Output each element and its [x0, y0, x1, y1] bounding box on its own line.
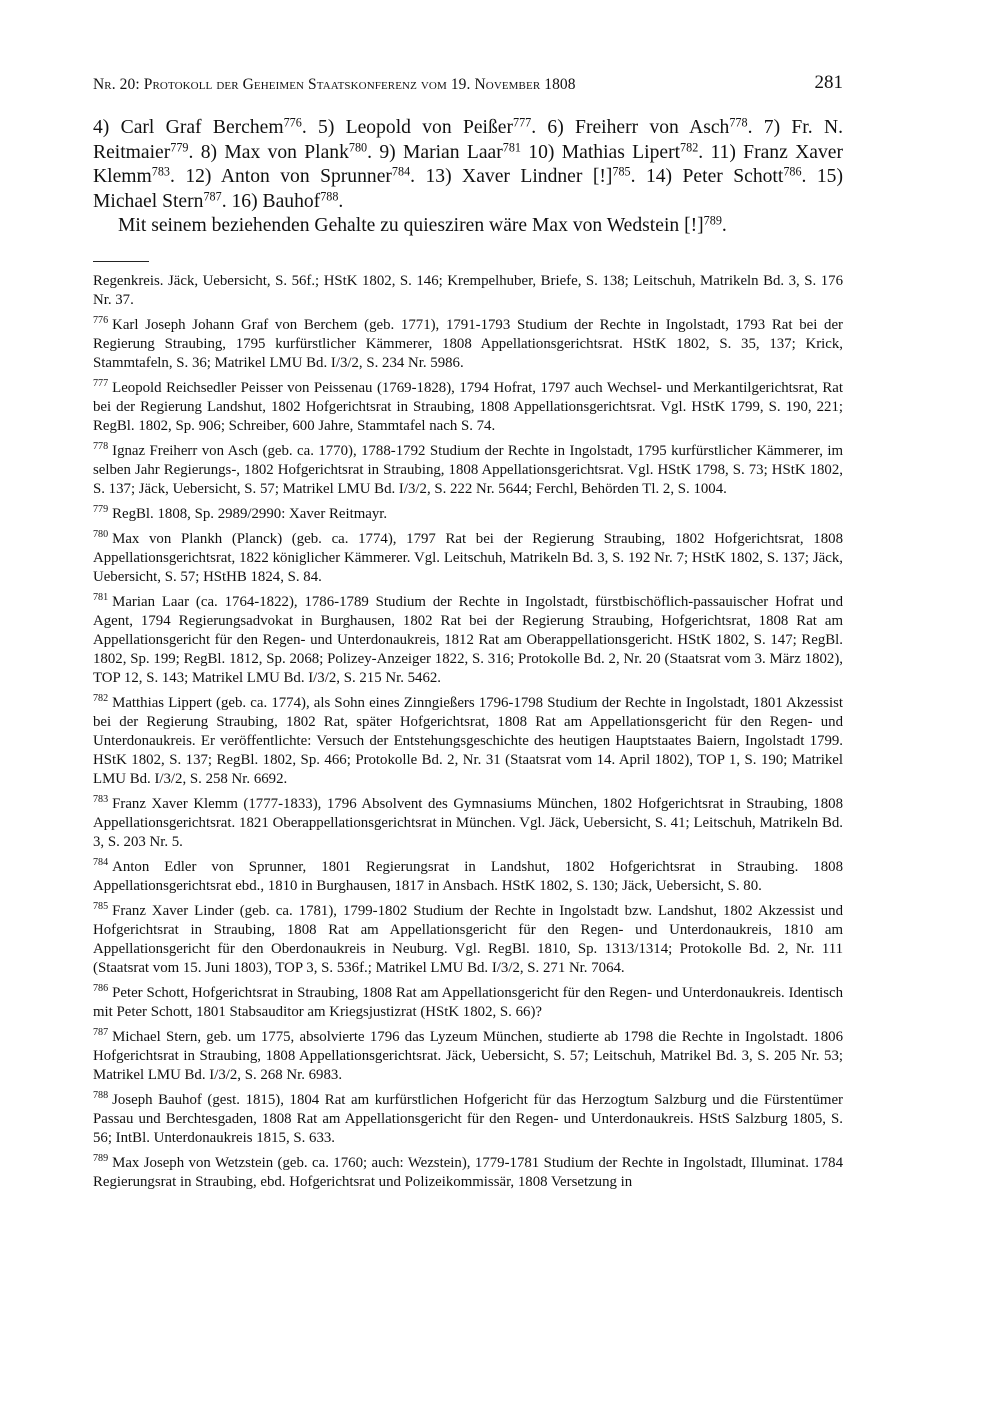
- footnote-text: Matthias Lippert (geb. ca. 1774), als Sohn eines Zinngießers 1796-1798 Studium der Rechte in Ingolstadt, 1801 Akzessist bei der Regierung Straubing, 1802 Rat, später Hofgerichtsrat, 1808 Rat am Appellationsgericht für den Regen- und Unterdonaukreis. Er veröffentlichte: Versuch der Entstehungsgeschichte des heutigen Hauptstaates Baiern, Ingolstadt 1799. HStK 1802, S. 137; RegBl. 1802, Sp. 466; Protokolle Bd. 2, Nr. 31 (Staatsrat vom 14. April 1802), TOP 1, S. 190; Matrikel LMU Bd. I/3/2, S. 258 Nr. 6692.: [93, 694, 843, 787]
- footnote-number: 778: [93, 441, 109, 453]
- footnote-text: Max Joseph von Wetzstein (geb. ca. 1760; auch: Wezstein), 1779-1781 Studium der Rechte in Ingolstadt, Illuminat. 1784 Regierungsrat in Straubing, ebd. Hofgerichtsrat und Polizeikommissär, 1808 Versetzung in: [93, 1154, 843, 1190]
- paragraph-quiescence: [93, 214, 843, 239]
- footnote: [93, 1154, 843, 1192]
- footnote-ref[interactable]: 786: [783, 164, 802, 179]
- footnote-ref[interactable]: 782: [680, 139, 699, 154]
- footnote-ref[interactable]: 784: [391, 164, 411, 179]
- text-run: 10) Mathias Lipert: [520, 141, 681, 163]
- footnote-text: Ignaz Freiherr von Asch (geb. ca. 1770), 1788-1792 Studium der Rechte in Ingolstadt, 1795 kurfürstlicher Kämmerer, im selben Jahr Regierungs-, 1802 Hofgerichtsrat in Straubing, 1808 Appellationsgerichtsrat. Vgl. HStK 1798, S. 73; HStK 1802, S. 137; Jäck, Uebersicht, S. 57; Matrikel LMU Bd. I/3/2, S. 222 Nr. 5644; Ferchl, Behörden Tl. 2, S. 1004.: [93, 442, 843, 497]
- footnote-ref[interactable]: 788: [320, 188, 339, 203]
- footnote: [93, 694, 843, 789]
- footnote: [93, 530, 843, 587]
- footnote-number: 788: [93, 1090, 109, 1102]
- footnote-number: 787: [93, 1027, 109, 1039]
- footnote-number: 785: [93, 901, 109, 913]
- footnote-number: 780: [93, 529, 109, 541]
- footnote-text: Marian Laar (ca. 1764-1822), 1786-1789 Studium der Rechte in Ingolstadt, fürstbischöflich-passauischer Hofrat und Agent, 1794 Regierungsadvokat in Burghausen, 1802 Rat bei der Regierung Straubing, Hofgerichtsrat, 1808 Rat am Appellationsgericht für den Regen- und Unterdonaukreis, 1812 Rat am Oberappellationsgericht. HStK 1802, S. 147; RegBl. 1802, Sp. 199; RegBl. 1812, Sp. 2068; Polizey-Anzeiger 1822, S. 316; Protokolle Bd. 2, Nr. 20 (Staatsrat vom 3. März 1802), TOP 12, S. 143; Matrikel LMU Bd. I/3/2, S. 215 Nr. 5462.: [93, 593, 843, 686]
- text-run: . 12) Anton von Sprunner: [170, 166, 392, 187]
- footnote-text: Anton Edler von Sprunner, 1801 Regierungsrat in Landshut, 1802 Hofgerichtsrat in Straubing. 1808 Appellationsgerichtsrat ebd., 1810 in Burghausen, 1817 in Ansbach. HStK 1802, S. 130; Jäck, Uebersicht, S. 80.: [93, 858, 843, 894]
- running-header: [93, 72, 843, 98]
- text-run: . 16) Bauhof: [221, 190, 321, 212]
- footnote-text: Leopold Reichsedler Peisser von Peissenau (1769-1828), 1794 Hofrat, 1797 auch Wechsel- und Merkantilgerichtsrat, Rat bei der Regierung Landshut, 1802 Hofgerichtsrat in Straubing, 1808 Appellationsgerichtsrat. Vgl. HStK 1799, S. 190, 221; RegBl. 1802, Sp. 906; Schreiber, 600 Jahre, Stammtafel nach S. 74.: [93, 379, 843, 434]
- footnote-text: Franz Xaver Linder (geb. ca. 1781), 1799-1802 Studium der Rechte in Ingolstadt bzw. Landshut, 1802 Akzessist und Hofgerichtsrat in Straubing, 1808 Rat am Appellationsgericht für den Regen- und Unterdonaukreis, 1810 am Appellationsgericht für den Oberdonaukreis in Neuburg. Vgl. RegBl. 1810, Sp. 1313/1314; Protokolle Bd. 2, Nr. 111 (Staatsrat vom 15. Juni 1803), TOP 3, S. 536f.; Matrikel LMU Bd. I/3/2, S. 271 Nr. 7064.: [93, 902, 843, 976]
- text-run: . 13) Xaver Lindner [!]: [410, 166, 613, 187]
- footnote-number: 781: [93, 592, 109, 604]
- footnote-number: 777: [93, 378, 109, 390]
- footnote: [93, 379, 843, 436]
- footnote: [93, 1028, 843, 1085]
- text-run: . 15) Michael Stern: [93, 166, 843, 212]
- page: [93, 72, 843, 1198]
- footnote-ref[interactable]: 779: [170, 139, 189, 154]
- footnote: [93, 593, 843, 688]
- footnote-text: Franz Xaver Klemm (1777-1833), 1796 Absolvent des Gymnasiums München, 1802 Hofgerichtsrat in Straubing, 1808 Appellationsgerichtsrat. 1821 Oberappellationsgerichtsrat in München. Vgl. Jäck, Uebersicht, S. 41; Leitschuh, Matrikeln Bd. 3, S. 203 Nr. 5.: [93, 795, 843, 850]
- footnote-text: Michael Stern, geb. um 1775, absolvierte 1796 das Lyzeum München, studierte ab 1798 die Rechte in Ingolstadt. 1806 Hofgerichtsrat in Straubing, 1808 Appellationsgerichtsrat. Jäck, Uebersicht, S. 57; Leitschuh, Matrikel Bd. 3, S. 205 Nr. 53; Matrikel LMU Bd. I/3/2, S. 268 Nr. 6983.: [93, 1028, 843, 1083]
- footnote-number: 782: [93, 693, 109, 705]
- footnote: [93, 795, 843, 852]
- footnote: [93, 316, 843, 373]
- footnote-number: 783: [93, 794, 109, 806]
- footnote: [93, 272, 843, 310]
- footnote-text: Regenkreis. Jäck, Uebersicht, S. 56f.; HStK 1802, S. 146; Krempelhuber, Briefe, S. 138; Leitschuh, Matrikeln Bd. 3, S. 176 Nr. 37.: [93, 272, 843, 308]
- footnote: [93, 505, 843, 524]
- text-run: . 8) Max von Plank: [188, 141, 349, 163]
- footnote: [93, 1091, 843, 1148]
- footnote-number: 789: [93, 1153, 109, 1165]
- footnote-ref[interactable]: 789: [703, 213, 722, 228]
- text-run: .: [338, 190, 344, 212]
- footnote-ref[interactable]: 785: [612, 164, 631, 179]
- footnote: [93, 858, 843, 896]
- footnote-text: RegBl. 1808, Sp. 2989/2990: Xaver Reitmayr.: [112, 505, 388, 522]
- footnote-ref[interactable]: 778: [729, 115, 748, 130]
- main-text: [93, 116, 843, 239]
- footnote-number: 779: [93, 504, 109, 516]
- footnote-text: Peter Schott, Hofgerichtsrat in Straubing, 1808 Rat am Appellationsgericht für den Regen- und Unterdonaukreis. Identisch mit Peter Schott, 1801 Stabsauditor am Kriegsjustizrat (HStK 1802, S. 66)?: [93, 984, 843, 1020]
- footnote-number: 786: [93, 983, 109, 995]
- text-run: . 11) Franz Xaver Klemm: [93, 141, 843, 187]
- footnotes: [93, 272, 843, 1192]
- footnote-text: Max von Plankh (Planck) (geb. ca. 1774), 1797 Rat bei der Regierung Straubing, 1802 Hofgerichtsrat, 1808 Appellationsgerichtsrat, 1822 königlicher Kämmerer. Vgl. Leitschuh, Matrikeln Bd. 3, S. 192 Nr. 7; HStK 1802, S. 137; Jäck, Uebersicht, S. 57; HStHB 1824, S. 84.: [93, 530, 843, 585]
- text-run: . 7) Fr. N. Reitmaier: [93, 117, 844, 163]
- text-run: . 14) Peter Schott: [630, 166, 784, 187]
- footnote-ref[interactable]: 783: [151, 164, 170, 179]
- footnote: [93, 984, 843, 1022]
- footnote-ref[interactable]: 776: [283, 115, 302, 130]
- text-run: . 6) Freiherr von Asch: [531, 117, 730, 138]
- footnote: [93, 442, 843, 499]
- footnote-text: Joseph Bauhof (gest. 1815), 1804 Rat am kurfürstlichen Hofgericht für das Herzogtum Salzburg und die Fürstentümer Passau und Berchtesgaden, 1808 Rat am Appellationsgericht für den Regen- und Unterdonaukreis. HStS Salzburg 1805, S. 56; IntBl. Unterdonaukreis 1815, S. 633.: [93, 1091, 843, 1146]
- text-run: .: [721, 215, 727, 236]
- footnote-ref[interactable]: 777: [513, 115, 532, 130]
- footnote-ref[interactable]: 780: [348, 139, 368, 154]
- footnote-separator: [93, 261, 149, 262]
- text-run: 4) Carl Graf Berchem: [93, 117, 284, 138]
- text-run: . 9) Marian Laar: [367, 141, 503, 163]
- footnote-ref[interactable]: 787: [203, 188, 222, 203]
- paragraph-appointments: [93, 116, 843, 214]
- footnote-ref[interactable]: 781: [502, 139, 521, 154]
- footnote-text: Karl Joseph Johann Graf von Berchem (geb. 1771), 1791-1793 Studium der Rechte in Ingolstadt, 1793 Rat bei der Regierung Straubing, 1795 kurfürstlicher Kämmerer, 1808 Appellationsgerichtsrat. HStK 1802, S. 35, 137; Krick, Stammtafeln, S. 36; Matrikel LMU Bd. I/3/2, S. 234 Nr. 5986.: [93, 316, 843, 371]
- page-number: 281: [814, 72, 843, 93]
- footnote: [93, 902, 843, 978]
- text-run: Mit seinem beziehenden Gehalte zu quiesziren wäre Max von Wedstein [!]: [118, 215, 704, 236]
- footnote-number: 784: [93, 857, 109, 869]
- footnote-number: 776: [93, 315, 109, 327]
- running-header-title: Nr. 20: Protokoll der Geheimen Staatskonferenz vom 19. November 1808: [93, 76, 576, 93]
- text-run: . 5) Leopold von Peißer: [301, 117, 513, 138]
